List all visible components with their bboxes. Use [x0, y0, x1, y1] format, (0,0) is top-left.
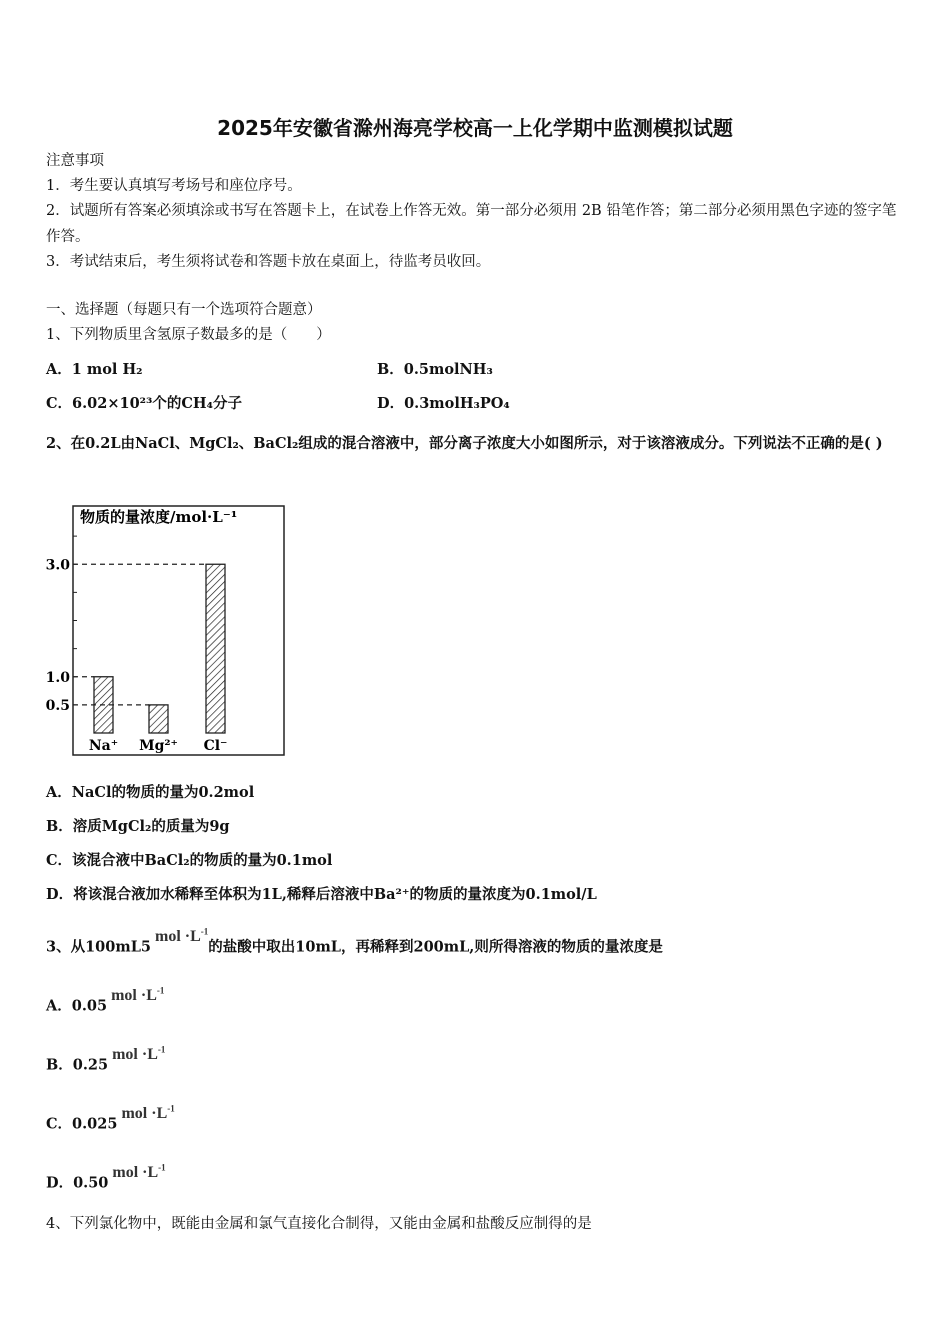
notice-item: 2．试题所有答案必须填涂或书写在答题卡上，在试卷上作答无效。第一部分必须用 2B 铅笔作答；第二部分必须用黑色字迹的签字笔作答。 — [46, 203, 897, 245]
bar — [206, 564, 225, 733]
unit-label: mol $\cdot L^{-1}$ — [154, 927, 209, 946]
q1-option-b[interactable]: B．0.5molNH₃ — [377, 361, 493, 378]
q3-stem-pre: 3、从100mL5 — [46, 938, 151, 956]
q2-stem: 2、在0.2L由NaCl、MgCl₂、BaCl₂组成的混合溶液中，部分离子浓度大小如图所示，对于该溶液成分。下列说法不正确的是( ) — [46, 435, 883, 452]
notice-item: 3．考试结束后，考生须将试卷和答题卡放在桌面上，待监考员收回。 — [46, 254, 491, 270]
q1-option-c[interactable]: C．6.02×10²³个的CH₄分子 — [46, 395, 242, 412]
x-tick-label: Cl⁻ — [203, 738, 228, 754]
unit-label: mol $\cdot L^{-1}$ — [112, 1045, 166, 1064]
q3-stem-post: 的盐酸中取出10mL，再稀释到200mL,则所得溶液的物质的量浓度是 — [208, 938, 663, 956]
q2-option-c[interactable]: C．该混合液中BaCl₂的物质的量为0.1mol — [46, 852, 333, 869]
notice-heading: 注意事项 — [46, 153, 104, 169]
q3-option-b[interactable]: B．$0.25mol \cdot L^{-1}$ — [46, 1045, 166, 1074]
section-heading: 一、选择题（每题只有一个选项符合题意） — [46, 302, 322, 318]
page-title: 2025年安徽省滁州海亮学校高一上化学期中监测模拟试题 — [217, 116, 733, 140]
q3-option-a[interactable]: A．$0.05mol \cdot L^{-1}$ — [46, 986, 165, 1015]
q2-option-d[interactable]: D．将该混合液加水稀释至体积为1L,稀释后溶液中Ba²⁺的物质的量浓度为0.1mol/L — [46, 886, 597, 903]
unit-label: mol $\cdot L^{-1}$ — [121, 1104, 175, 1123]
x-tick-label: Na⁺ — [88, 738, 119, 754]
x-tick-label: Mg²⁺ — [139, 738, 178, 754]
notice-item: 1．考生要认真填写考场号和座位序号。 — [46, 178, 302, 194]
q1-stem: 1、下列物质里含氢原子数最多的是（ ） — [46, 327, 331, 343]
q3-stem — [46, 927, 663, 957]
bar — [149, 705, 168, 733]
q3-option-d[interactable]: D．$0.50mol \cdot L^{-1}$ — [46, 1163, 166, 1192]
unit-label: mol $\cdot L^{-1}$ — [111, 986, 165, 1005]
q1-option-d[interactable]: D．0.3molH₃PO₄ — [377, 395, 510, 412]
y-tick-label: 1.0 — [45, 669, 70, 686]
unit-label: mol $\cdot L^{-1}$ — [112, 1163, 166, 1182]
q2-option-a[interactable]: A．NaCl的物质的量为0.2mol — [46, 784, 255, 801]
q1-option-a[interactable]: A．1 mol H₂ — [46, 361, 143, 378]
y-tick-label: 0.5 — [45, 697, 70, 714]
chart-title: 物质的量浓度/mol·L⁻¹ — [80, 508, 238, 526]
q3-option-c[interactable]: C．$0.025mol \cdot L^{-1}$ — [46, 1104, 175, 1133]
q2-option-b[interactable]: B．溶质MgCl₂的质量为9g — [46, 818, 230, 835]
y-tick-label: 3.0 — [45, 557, 70, 574]
ion-concentration-chart — [44, 500, 289, 760]
q4-stem: 4、下列氯化物中，既能由金属和氯气直接化合制得，又能由金属和盐酸反应制得的是 — [46, 1216, 592, 1232]
